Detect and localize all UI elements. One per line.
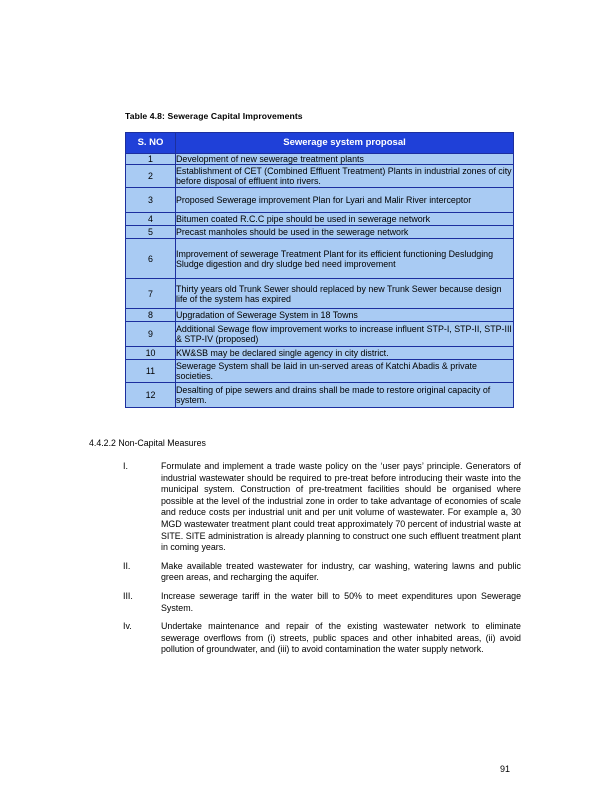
table-row xyxy=(126,322,514,347)
sewerage-proposal-table xyxy=(125,132,514,408)
table-row xyxy=(126,165,514,188)
row-proposal: Upgradation of Sewerage System in 18 Towns xyxy=(176,309,514,322)
table-row xyxy=(126,360,514,383)
non-capital-measures-list xyxy=(123,461,521,663)
item-text: Formulate and implement a trade waste policy on the ‘user pays’ principle. Generators of industrial wastewater should be required to pre-treat before introducing their waste into the municipal system. Construction of pre-treatment facilities should be organised where possible at the level of the industrial zone in order to take advantage of economies of scale and reduce costs per industrial unit and per unit volume of wastewater. For example a, 30 MGD wastewater treatment plant could treat approximately 70 percent of industrial waste at SITE. SITE administration is already planning to construct one such effluent treatment plant in coming years. xyxy=(161,461,521,553)
table-row xyxy=(126,226,514,239)
header-proposal: Sewerage system proposal xyxy=(176,133,514,154)
header-sno: S. NO xyxy=(126,133,176,154)
row-proposal: Bitumen coated R.C.C pipe should be used in sewerage network xyxy=(176,213,514,226)
table-row xyxy=(126,188,514,213)
row-proposal: Additional Sewage flow improvement works to increase influent STP-I, STP-II, STP-III & STP-IV (proposed) xyxy=(176,322,514,347)
row-proposal: Proposed Sewerage improvement Plan for Lyari and Malir River interceptor xyxy=(176,188,514,213)
row-proposal: KW&SB may be declared single agency in city district. xyxy=(176,347,514,360)
item-numeral: III. xyxy=(123,590,133,601)
table-row xyxy=(126,213,514,226)
row-proposal: Desalting of pipe sewers and drains shall be made to restore original capacity of system. xyxy=(176,383,514,408)
row-number: 7 xyxy=(126,279,176,309)
table-row xyxy=(126,309,514,322)
table-row xyxy=(126,154,514,165)
row-number: 11 xyxy=(126,360,176,383)
row-proposal: Precast manholes should be used in the sewerage network xyxy=(176,226,514,239)
row-number: 3 xyxy=(126,188,176,213)
item-numeral: I. xyxy=(123,461,128,471)
row-number: 5 xyxy=(126,226,176,239)
row-number: 10 xyxy=(126,347,176,360)
item-text: Increase sewerage tariff in the water bill to 50% to meet expenditures upon Sewerage System. xyxy=(161,590,521,613)
table-caption: Table 4.8: Sewerage Capital Improvements xyxy=(125,111,303,121)
page-number: 91 xyxy=(500,764,511,774)
row-number: 9 xyxy=(126,322,176,347)
table-row xyxy=(126,383,514,408)
row-number: 12 xyxy=(126,383,176,408)
list-item xyxy=(123,621,521,656)
list-item xyxy=(123,591,521,614)
table-row xyxy=(126,239,514,279)
table-header-row xyxy=(126,133,514,154)
list-item xyxy=(123,561,521,584)
section-heading: 4.4.2.2 Non-Capital Measures xyxy=(89,438,206,448)
row-proposal: Improvement of sewerage Treatment Plant for its efficient functioning Desludging Sludge digestion and dry sludge bed need improvement xyxy=(176,239,514,279)
item-numeral: II. xyxy=(123,560,131,571)
item-text: Make available treated wastewater for industry, car washing, watering lawns and public green areas, and recharging the aquifer. xyxy=(161,560,521,583)
row-number: 4 xyxy=(126,213,176,226)
row-number: 8 xyxy=(126,309,176,322)
row-proposal: Development of new sewerage treatment plants xyxy=(176,154,514,165)
row-proposal: Thirty years old Trunk Sewer should replaced by new Trunk Sewer because design life of the system has expired xyxy=(176,279,514,309)
row-number: 6 xyxy=(126,239,176,279)
row-proposal: Establishment of CET (Combined Effluent Treatment) Plants in industrial zones of city before disposal of effluent into rivers. xyxy=(176,166,512,187)
row-proposal: Sewerage System shall be laid in un-served areas of Katchi Abadis & private societies. xyxy=(176,360,514,383)
row-number: 2 xyxy=(126,165,176,188)
item-text: Undertake maintenance and repair of the existing wastewater network to eliminate sewerage overflows from (i) streets, public spaces and other inhabited areas, (ii) avoid pollution of groundwater, and (iii) to avoid contamination the water supply network. xyxy=(161,621,521,655)
table-row xyxy=(126,279,514,309)
item-numeral: Iv. xyxy=(123,621,132,632)
row-number: 1 xyxy=(126,154,176,165)
table-row xyxy=(126,347,514,360)
list-item xyxy=(123,461,521,554)
